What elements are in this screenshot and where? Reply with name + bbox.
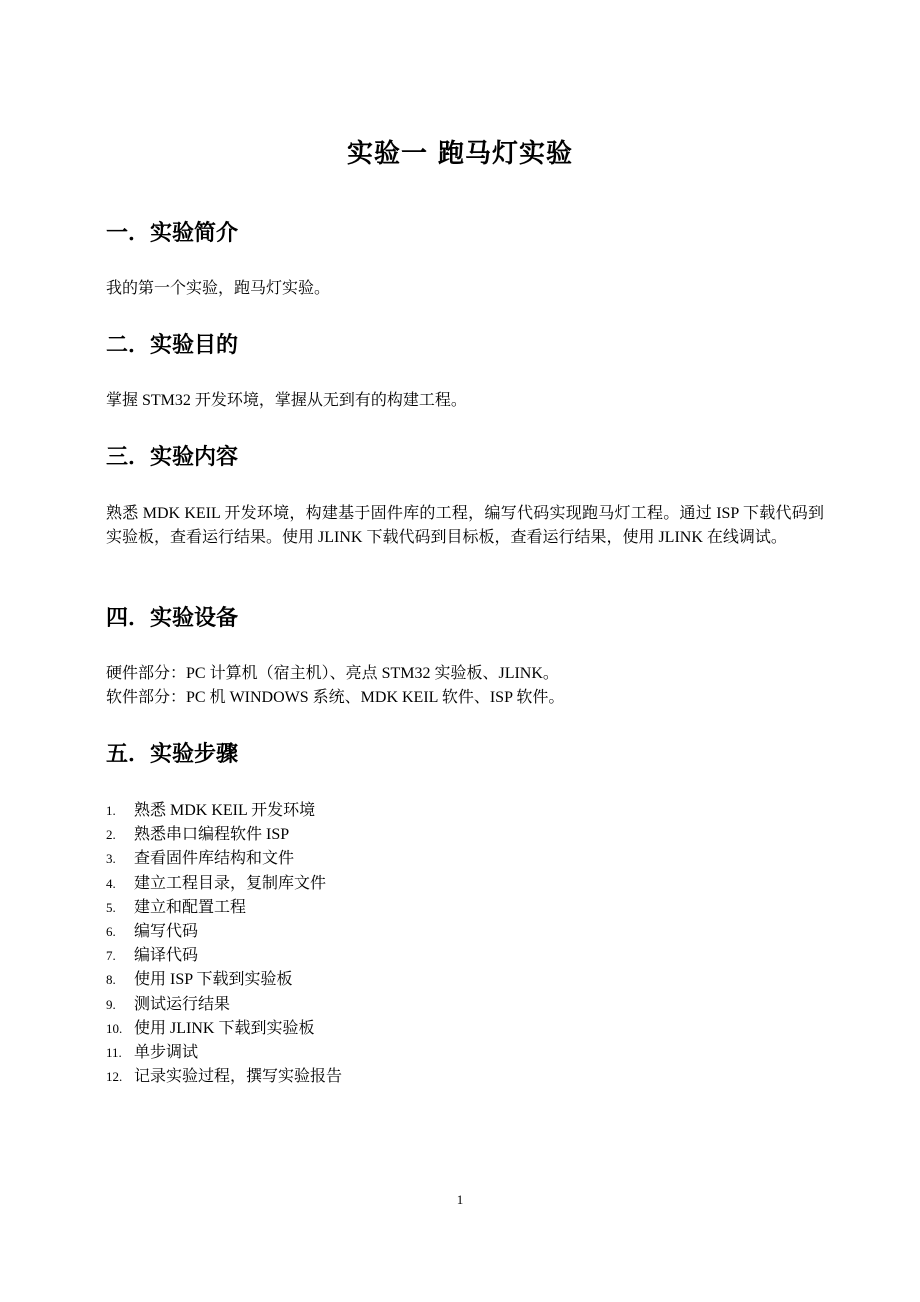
step-number: 7. <box>106 948 116 964</box>
section-heading-intro: 一．实验简介 <box>106 221 239 246</box>
list-item <box>106 799 342 823</box>
document-title: 实验一 跑马灯实验 <box>346 139 574 169</box>
page-number: 1 <box>456 1192 464 1207</box>
step-text: 测试运行结果 <box>134 995 231 1013</box>
step-text: 建立和配置工程 <box>134 898 247 916</box>
step-number: 11. <box>106 1044 122 1060</box>
step-number: 12. <box>106 1069 123 1085</box>
section-heading-purpose: 二．实验目的 <box>106 333 239 358</box>
step-number: 3. <box>106 851 116 867</box>
step-text: 建立工程目录，复制库文件 <box>134 874 327 892</box>
step-text: 编译代码 <box>134 947 199 965</box>
step-number: 10. <box>106 1020 123 1036</box>
step-text: 单步调试 <box>134 1043 199 1061</box>
step-text: 熟悉串口编程软件 ISP <box>134 826 290 844</box>
section-content-text: 熟悉 MDK KEIL 开发环境，构建基于固件库的工程，编写代码实现跑马灯工程。通过 ISP 下载代码到实验板，查看运行结果。使用 JLINK 下载代码到目标板，查看运行结果，使用 JLINK 在线调试。 <box>106 505 824 546</box>
list-item <box>106 944 342 968</box>
section-equipment-hardware: 硬件部分：PC 计算机（宿主机）、亮点 STM32 实验板、JLINK。 <box>106 665 559 682</box>
list-item <box>106 1017 342 1041</box>
step-number: 5. <box>106 899 116 915</box>
list-item <box>106 872 342 896</box>
section-purpose-text: 掌握 STM32 开发环境，掌握从无到有的构建工程。 <box>106 392 467 409</box>
list-item <box>106 968 342 992</box>
step-text: 使用 JLINK 下载到实验板 <box>134 1019 315 1037</box>
list-item <box>106 920 342 944</box>
steps-list <box>106 799 342 1089</box>
step-text: 编写代码 <box>134 922 199 940</box>
step-text: 熟悉 MDK KEIL 开发环境 <box>134 802 316 819</box>
section-heading-equipment: 四．实验设备 <box>106 606 239 631</box>
step-number: 4. <box>106 875 116 891</box>
step-text: 查看固件库结构和文件 <box>134 850 295 868</box>
list-item <box>106 847 342 871</box>
section-equipment-software: 软件部分：PC 机 WINDOWS 系统、MDK KEIL 软件、ISP 软件。 <box>106 689 565 706</box>
list-item <box>106 1041 342 1065</box>
list-item <box>106 896 342 920</box>
section-heading-steps: 五．实验步骤 <box>106 742 239 767</box>
step-text: 记录实验过程，撰写实验报告 <box>134 1068 343 1086</box>
list-item <box>106 993 342 1017</box>
step-number: 1. <box>106 803 116 818</box>
step-number: 6. <box>106 923 116 939</box>
step-number: 2. <box>106 827 116 843</box>
list-item <box>106 1065 342 1089</box>
step-text: 使用 ISP 下载到实验板 <box>134 971 293 989</box>
section-intro-text: 我的第一个实验，跑马灯实验。 <box>106 280 331 297</box>
section-heading-content: 三．实验内容 <box>106 445 239 470</box>
list-item <box>106 823 342 847</box>
step-number: 9. <box>106 996 116 1012</box>
step-number: 8. <box>106 972 116 988</box>
